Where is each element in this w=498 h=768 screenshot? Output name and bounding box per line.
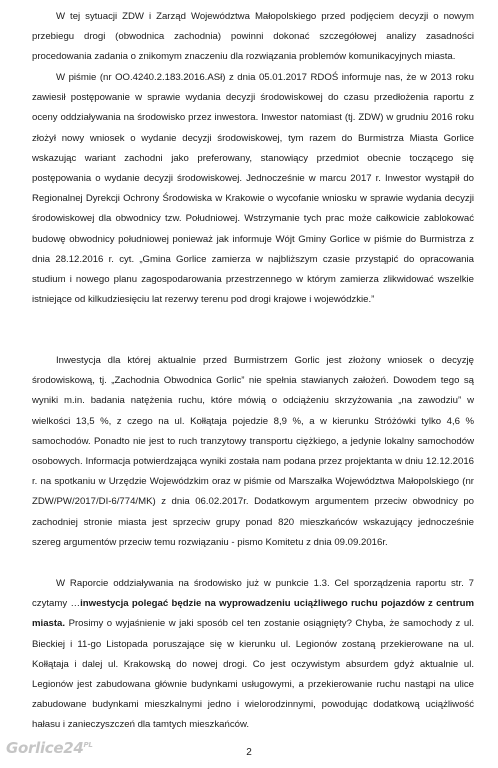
watermark-text: Gorlice24 xyxy=(6,739,84,757)
text-run: W tej sytuacji ZDW i Zarząd Województwa Małopolskiego przed podjęciem decyzji o nowym przebiegu drogi (obwodnica zachodnia) powinni dokonać szczegółowej analizy zasadności procedowania zadania o znikomym znaczeniu dla rozwiązania problemów komunikacyjnych miasta. xyxy=(32,11,474,63)
page-number: 2 xyxy=(246,747,252,758)
text-run: Prosimy o wyjaśnienie w jaki sposób cel ten zostanie osiągnięty? Chyba, że samochody z ul. Bieckiej i 11-go Listopada poruszające się w kierunku ul. Legionów zostaną przekierowane na ul. Kołłątaja i dalej ul. Krakowską do nowej drogi. Co jest oczywistym absurdem gdyż aktualnie ul. Legionów jest zabudowana głównie budynkami usługowymi, a przekierowanie ruchu nastąpi na ulice zabudowane budynkami mieszkalnymi jedno i wielorodzinnymi, powodując dodatkową uciążliwość hałasu i zanieczyszczeń dla tamtych mieszkańców. xyxy=(32,618,474,731)
paragraph-3 xyxy=(32,351,474,553)
text-run: Inwestycja dla której aktualnie przed Burmistrzem Gorlic jest złożony wniosek o decyzję środowiskową, tj. „Zachodnia Obwodnica Gorlic” nie spełnia stawianych założeń. Dowodem tego są wyniki m.in. badania natężenia ruchu, które mówią o odciążeniu skrzyżowania „na zawodziu” w wielkości 13,5 %, z czego na ul. Kołłątaja pojedzie 8,9 %, a w kierunku Stróżówki tylko 4,6 % samochodów. Ponadto nie jest to ruch tranzytowy transportu ciężkiego, a jedynie lokalny samochodów osobowych. Informacja potwierdzająca wyniki została nam podana przez projektanta w dniu 12.12.2016 r. na spotkaniu w Urzędzie Wojewódzkim oraz w piśmie od Marszałka Województwa Małopolskiego (nr ZDW/PW/2017/DI-6/774/MK) z dnia 06.02.2017r. Dodatkowym argumentem przeciw obwodnicy po zachodniej stronie miasta jest sprzeciw grupy ponad 820 mieszkańców wskazujący jednocześnie szereg argumentów przeciw temu rozwiązaniu - pismo Komitetu z dnia 09.09.2016r. xyxy=(32,355,474,548)
bold-text-run: inwestycja polegać będzie na wyprowadzeniu uciążliwego ruchu pojazdów z centrum miasta. xyxy=(32,598,474,630)
text-run: W Raporcie oddziaływania na środowisko już w punkcie 1.3. Cel sporządzenia raportu str. 7 czytamy … xyxy=(32,578,474,610)
paragraph-4 xyxy=(32,574,474,736)
watermark-suffix: PL xyxy=(83,741,93,749)
paragraph-1 xyxy=(32,7,474,68)
paragraph-2 xyxy=(32,68,474,310)
text-run: W piśmie (nr OO.4240.2.183.2016.ASł) z dnia 05.01.2017 RDOŚ informuje nas, że w 2013 roku zawiesił postępowanie w sprawie wydania decyzji środowiskowej do czasu przedłożenia raportu z oceny oddziaływania na środowisko przez inwestora. Inwestor natomiast (tj. ZDW) w grudniu 2016 roku złożył nowy wniosek o wydanie decyzji środowiskowej, tym razem do Burmistrza Miasta Gorlice wskazując wariant zachodni jako preferowany, stanowiący przedmiot obecnie toczącego się postępowania o wydanie decyzji środowiskowej. Jednocześnie w marcu 2017 r. Inwestor wystąpił do Regionalnej Dyrekcji Ochrony Środowiska w Krakowie o wycofanie wniosku w sprawie wydania decyzji środowiskowej dla obwodnicy tzw. Południowej. Wstrzymanie tych prac może całkowicie zablokować budowę obwodnicy południowej ponieważ jak informuje Wójt Gminy Gorlice w piśmie do Burmistrza z dnia 28.12.2016 r. cyt. „Gmina Gorlice zamierza w najbliższym czasie przystąpić do opracowania studium i nowego planu zagospodarowania przestrzennego w którym zamierza zlikwidować wszelkie istniejące od kilkudziesięciu lat rezerwy terenu pod drogi krajowe i wojewódzkie.” xyxy=(32,72,474,306)
watermark-logo xyxy=(6,739,93,757)
